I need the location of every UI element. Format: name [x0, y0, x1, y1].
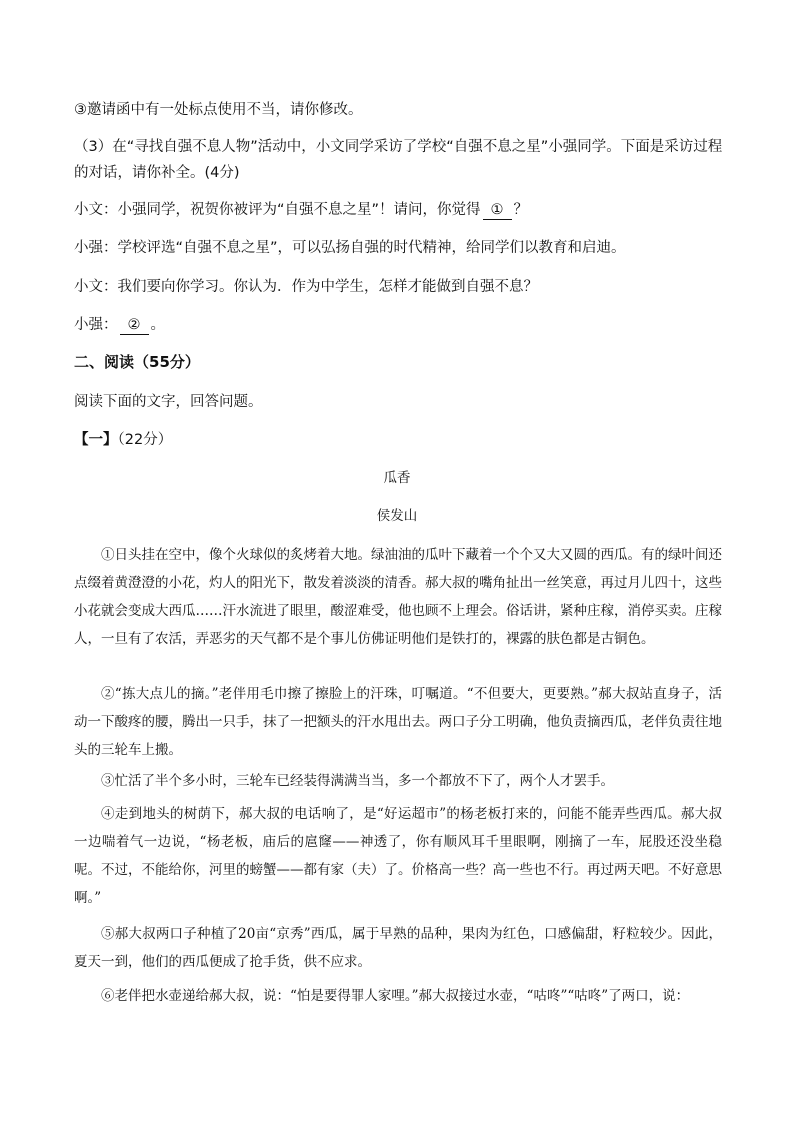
section-heading: 二、阅读（55分） — [74, 353, 200, 371]
part-score: （22分） — [117, 432, 173, 448]
article-paragraph-4 — [74, 800, 722, 912]
dialogue-line-1 — [74, 200, 722, 220]
article-paragraph-2 — [74, 680, 722, 764]
article-paragraph-1 — [74, 541, 722, 653]
answer-blank-2[interactable]: ② — [120, 316, 149, 335]
article-paragraph-6 — [74, 982, 722, 1010]
paragraph-text: ①日头挂在空中，像个火球似的炙烤着大地。绿油油的瓜叶下藏着一个个又大又圆的西瓜。有的绿叶间还点缀着黄澄澄的小花，灼人的阳光下，散发着淡淡的清香。郝大叔的嘴角扯出一丝笑意，再过月儿四十，这些小花就会变成大西瓜……汗水流进了眼里，酸涩难受，他也顾不上理会。俗话讲，紧种庄稼，消停买卖。庄稼人，一旦有了农活，弄恶劣的天气都不是个事儿仿佛证明他们是铁打的，裸露的肤色都是古铜色。 — [74, 547, 722, 647]
article-paragraph-3 — [74, 767, 722, 795]
question3-line2: 的对话，请你补全。(4分) — [74, 165, 240, 181]
dialogue-line-3: 小文：我们要向你学习。你认为．作为中学生，怎样才能做到自强不息？ — [74, 279, 538, 295]
dialogue-1-end: ？ — [513, 202, 529, 218]
paragraph-text: ⑤郝大叔两口子种植了20亩“京秀”西瓜，属于早熟的品种，果肉为红色，口感偏甜，籽粒较少。因此，夏天一到，他们的西瓜便成了抢手货，供不应求。 — [74, 926, 722, 970]
part-number: 【一】 — [74, 432, 118, 448]
paragraph-text: ②“拣大点儿的摘。”老伴用毛巾擦了擦脸上的汗珠，叮嘱道。“不但要大，更要熟。”郝大叔站直身子，活动一下酸疼的腰，腾出一只手，抹了一把额头的汗水甩出去。两口子分工明确，他负责摘西瓜，老伴负责往地头的三轮车上搬。 — [74, 686, 722, 758]
item3-note: ③邀请函中有一处标点使用不当，请你修改。 — [74, 102, 363, 118]
dialogue-4-speaker: 小强： — [74, 317, 118, 333]
article-paragraph-5 — [74, 920, 722, 976]
article-author: 侯发山 — [376, 508, 418, 524]
question3-line1: （3）在“寻找自强不息人物”活动中，小文同学采访了学校“自强不息之星”小强同学。下面是采访过程 — [74, 139, 723, 155]
dialogue-line-4 — [74, 315, 722, 335]
dialogue-line-2: 小强：学校评选“自强不息之星”，可以弘扬自强的时代精神，给同学们以教育和启迪。 — [74, 240, 626, 256]
part-label — [74, 430, 722, 450]
reading-instruction: 阅读下面的文字，回答问题。 — [74, 394, 263, 410]
paragraph-text: ⑥老伴把水壶递给郝大叔，说：“怕是要得罪人家哩。”郝大叔接过水壶，“咕咚”“咕咚”了两口，说： — [101, 988, 690, 1004]
paragraph-text: ④走到地头的树荫下，郝大叔的电话响了，是“好运超市”的杨老板打来的，问能不能弄些西瓜。郝大叔一边喘着气一边说，“杨老板，庙后的扈窿——神透了，你有顺风耳千里眼啊，刚摘了一车，屁股还没坐稳呢。不过，不能给你，河里的螃蟹——都有家（夫）了。价格高一些？高一些也不行。再过两天吧。不好意思啊。” — [74, 806, 722, 906]
answer-blank-1[interactable]: ① — [483, 201, 512, 220]
dialogue-4-end: 。 — [150, 317, 165, 333]
dialogue-1-text: 小文：小强同学，祝贺你被评为“自强不息之星”！请问，你觉得 — [74, 202, 481, 218]
paragraph-text: ③忙活了半个多小时，三轮车已经装得满满当当，多一个都放不下了，两个人才罢手。 — [101, 773, 614, 789]
article-title: 瓜香 — [383, 470, 411, 486]
